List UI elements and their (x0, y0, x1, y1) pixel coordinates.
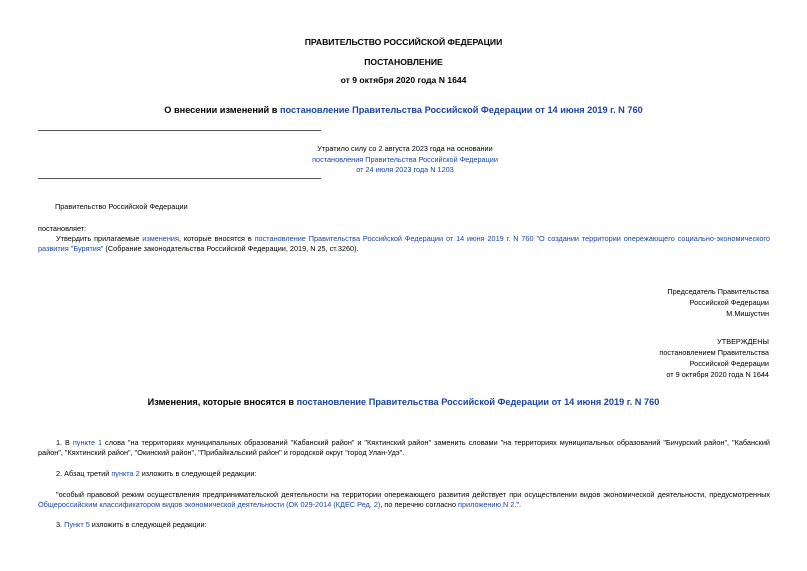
status-link-date[interactable]: от 24 июля 2023 года N 1203 (356, 165, 454, 174)
quoted-paragraph (38, 490, 770, 510)
changes-title (0, 397, 807, 407)
decides-label: постановляет: (38, 224, 87, 233)
item-2-link[interactable]: пункта 2 (111, 469, 140, 478)
item-text: изложить в следующей редакции: (89, 520, 207, 529)
issuer: Правительство Российской Федерации (55, 202, 188, 211)
item-text: 2. Абзац третий (56, 469, 112, 478)
paragraph-text: Утвердить прилагаемые (56, 234, 143, 243)
signature-position: Председатель Правительства (667, 287, 769, 296)
change-item-1 (38, 438, 770, 458)
document-date-number: от 9 октября 2020 года N 1644 (340, 75, 467, 85)
item-text: слова "на территориях муниципальных образований "Кабанский район" и "Кяхтинский район" заменить словами "на территориях муниципальных образований "Бичурский район", "Кабанский район", "Кяхтинский район", "Окинский район", "Прибайкальский район" и городской округ "город Улан-Удэ". (38, 438, 771, 457)
classifier-link[interactable]: Общероссийским классификатором видов экономической деятельности (ОК 029-2014 (КДЕС Ред. 2) (38, 500, 381, 509)
paragraph-text: , которые вносятся в (178, 234, 255, 243)
divider-bottom (38, 178, 321, 179)
title-prefix: О внесении изменений в (164, 105, 280, 115)
status-link-decree[interactable]: постановления Правительства Российской Федерации (312, 154, 498, 164)
divider-top (38, 130, 321, 131)
changes-link[interactable]: изменения (142, 234, 179, 243)
document-title (0, 105, 807, 115)
approval-by: постановлением Правительства (659, 348, 769, 357)
signature-org: Российской Федерации (689, 298, 769, 307)
quote-text: , по перечню согласно (380, 500, 459, 509)
item-text: 1. В (56, 438, 73, 447)
status-text: Утратило силу со 2 августа 2023 года на основании (317, 144, 493, 153)
decree-link[interactable]: постановление Правительства Российской Федерации от 14 июня 2019 г. N 760 (254, 234, 534, 243)
changes-title-link[interactable]: постановление Правительства Российской Федерации от 14 июня 2019 г. N 760 (296, 397, 660, 407)
quote-text: "особый правовой режим осуществления предпринимательской деятельности на территории опережающего развития действует при осуществлении видов экономической деятельности, предусмотренных (56, 490, 770, 499)
change-item-3 (38, 520, 770, 530)
approval-label: УТВЕРЖДЕНЫ (717, 337, 769, 346)
signature-name: М.Мишустин (726, 309, 769, 318)
item-3-link[interactable]: Пункт 5 (64, 520, 90, 529)
approval-org: Российской Федерации (689, 359, 769, 368)
item-text: 3. (56, 520, 65, 529)
item-1-link[interactable]: пункте 1 (72, 438, 103, 447)
signature-block (667, 286, 769, 319)
title-link[interactable]: постановление Правительства Российской Федерации от 14 июня 2019 г. N 760 (279, 105, 643, 115)
item-text: изложить в следующей редакции: (139, 469, 257, 478)
government-heading: ПРАВИТЕЛЬСТВО РОССИЙСКОЙ ФЕДЕРАЦИИ (304, 37, 503, 47)
document-type: ПОСТАНОВЛЕНИЕ (364, 57, 443, 67)
approval-block (659, 336, 769, 380)
appendix-link[interactable]: приложению N 2 (458, 500, 515, 509)
resolution-paragraph (38, 234, 770, 254)
quote-text: .". (514, 500, 522, 509)
paragraph-text: (Собрание законодательства Российской Федерации, 2019, N 25, ст.3260). (103, 244, 359, 253)
status-note (240, 144, 570, 176)
approval-date: от 9 октября 2020 года N 1644 (666, 370, 769, 379)
change-item-2 (38, 469, 770, 479)
changes-title-prefix: Изменения, которые вносятся в (147, 397, 297, 407)
decree-title-link[interactable]: "О создании территории опережающего социально-экономического развития "Бурятия" (38, 234, 770, 253)
